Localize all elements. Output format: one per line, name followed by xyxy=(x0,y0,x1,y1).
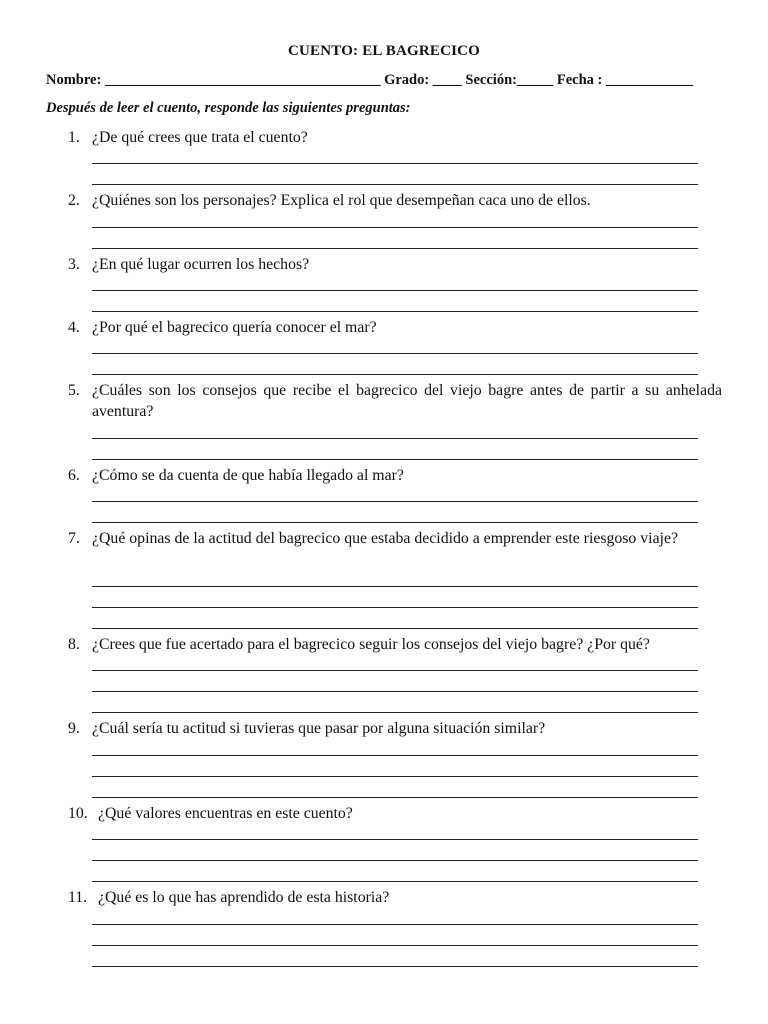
answer-line[interactable] xyxy=(92,839,698,840)
question-number: 1. xyxy=(68,129,80,146)
question-3 xyxy=(68,254,722,275)
answer-line[interactable] xyxy=(92,945,698,946)
question-text: ¿Qué valores encuentras en este cuento? xyxy=(98,805,353,822)
question-number: 2. xyxy=(68,192,80,209)
question-number: 10. xyxy=(68,805,88,822)
answer-line[interactable] xyxy=(92,712,698,713)
question-text: ¿Qué es lo que has aprendido de esta historia? xyxy=(98,889,390,906)
nombre-label: Nombre: xyxy=(46,72,102,88)
answer-line[interactable] xyxy=(92,459,698,460)
question-1 xyxy=(68,127,722,148)
answer-line[interactable] xyxy=(92,586,698,587)
answer-line[interactable] xyxy=(92,670,698,671)
answer-line[interactable] xyxy=(92,184,698,185)
grado-field[interactable]: ____ xyxy=(432,72,462,88)
question-number: 3. xyxy=(68,256,80,273)
answer-line[interactable] xyxy=(92,522,698,523)
question-6 xyxy=(68,465,722,486)
answer-line[interactable] xyxy=(92,353,698,354)
question-text: ¿En qué lugar ocurren los hechos? xyxy=(92,256,310,273)
answer-line[interactable] xyxy=(92,776,698,777)
answer-line[interactable] xyxy=(92,691,698,692)
question-4 xyxy=(68,317,722,338)
answer-line[interactable] xyxy=(92,966,698,967)
question-text: ¿Cuáles son los consejos que recibe el bagrecico del viejo bagre antes de partir a su anhelada aventura? xyxy=(92,382,722,420)
question-2 xyxy=(68,190,722,211)
question-number: 6. xyxy=(68,467,80,484)
grado-label: Grado: xyxy=(384,72,430,88)
question-text: ¿Quiénes son los personajes? Explica el rol que desempeñan caca uno de ellos. xyxy=(92,192,591,209)
question-9 xyxy=(68,718,722,739)
question-text: ¿Cuál sería tu actitud si tuvieras que pasar por alguna situación similar? xyxy=(92,720,546,737)
question-text: ¿Por qué el bagrecico quería conocer el mar? xyxy=(92,319,377,336)
question-number: 11. xyxy=(68,889,88,906)
question-11 xyxy=(68,887,722,908)
question-5 xyxy=(68,380,722,422)
question-8 xyxy=(68,634,722,655)
question-number: 8. xyxy=(68,636,80,653)
answer-line[interactable] xyxy=(92,924,698,925)
question-number: 5. xyxy=(68,382,80,399)
question-text: ¿De qué crees que trata el cuento? xyxy=(92,129,308,146)
answer-line[interactable] xyxy=(92,881,698,882)
question-text: ¿Qué opinas de la actitud del bagrecico que estaba decidido a emprender este riesgoso viaje? xyxy=(92,530,678,547)
answer-line[interactable] xyxy=(92,755,698,756)
question-text: ¿Cómo se da cuenta de que había llegado al mar? xyxy=(92,467,404,484)
answer-line[interactable] xyxy=(92,163,698,164)
answer-line[interactable] xyxy=(92,374,698,375)
nombre-field[interactable]: ______________________________________ xyxy=(104,72,381,88)
answer-line[interactable] xyxy=(92,607,698,608)
student-header xyxy=(46,72,693,89)
seccion-field[interactable]: _____ xyxy=(516,72,554,88)
question-number: 9. xyxy=(68,720,80,737)
answer-line[interactable] xyxy=(92,628,698,629)
answer-line[interactable] xyxy=(92,311,698,312)
answer-line[interactable] xyxy=(92,227,698,228)
answer-line[interactable] xyxy=(92,501,698,502)
seccion-label: Sección: xyxy=(465,72,517,88)
question-10 xyxy=(68,803,722,824)
fecha-field[interactable]: ____________ xyxy=(605,72,693,88)
answer-line[interactable] xyxy=(92,290,698,291)
instructions: Después de leer el cuento, responde las siguientes preguntas: xyxy=(46,100,411,116)
page-title: CUENTO: EL BAGRECICO xyxy=(287,43,481,59)
question-7 xyxy=(68,528,722,549)
question-number: 4. xyxy=(68,319,80,336)
answer-line[interactable] xyxy=(92,438,698,439)
answer-line[interactable] xyxy=(92,248,698,249)
answer-line[interactable] xyxy=(92,797,698,798)
question-text: ¿Crees que fue acertado para el bagrecico seguir los consejos del viejo bagre? ¿Por qué? xyxy=(92,636,650,653)
fecha-label: Fecha : xyxy=(556,72,603,88)
question-number: 7. xyxy=(68,530,80,547)
answer-line[interactable] xyxy=(92,860,698,861)
